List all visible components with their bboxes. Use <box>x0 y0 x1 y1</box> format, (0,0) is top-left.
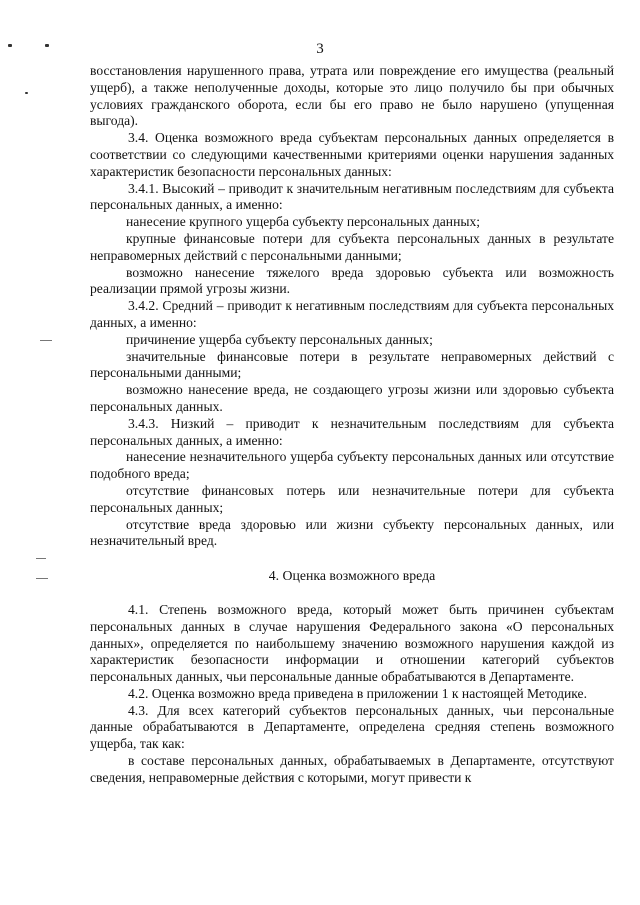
list-item: возможно нанесение вреда, не создающего угрозы жизни или здоровью субъекта персональных данных. <box>90 382 614 414</box>
paragraph: 4.3. Для всех категорий субъектов персональных данных, чьи персональные данные обрабатываются в Департаменте, определена средняя степень возможного ущерба, так как: <box>90 702 614 752</box>
list-item: возможно нанесение тяжелого вреда здоровью субъекта или возможность реализации прямой угрозы жизни. <box>90 264 614 297</box>
scan-mark <box>40 340 52 341</box>
paragraph: 3.4. Оценка возможного вреда субъектам персональных данных определяется в соответствии со следующими качественными критериями оценки нарушения заданных характеристик безопасности персональных данных: <box>90 130 614 179</box>
list-item: отсутствие финансовых потерь или незначительные потери для субъекта персональных данных; <box>90 482 614 515</box>
section-heading: 4. Оценка возможного вреда <box>268 568 436 584</box>
list-item: значительные финансовые потери в результате неправомерных действий с персональными данными; <box>90 348 614 381</box>
list-item: в составе персональных данных, обрабатываемых в Департаменте, отсутствуют сведения, неправомерные действия с которыми, могут привести к <box>90 753 614 785</box>
scan-mark <box>36 578 48 579</box>
list-item: крупные финансовые потери для субъекта персональных данных в результате неправомерных действий с персональными данными; <box>90 230 614 263</box>
paragraph: 3.4.3. Низкий – приводит к незначительным последствиям для субъекта персональных данных, а именно: <box>90 415 614 448</box>
paragraph: восстановления нарушенного права, утрата или повреждение его имущества (реальный ущерб), а также неполученные доходы, которые это лицо получило бы при обычных условиях гражданского оборота, если бы его право не было нарушено (упущенная выгода). <box>90 63 614 129</box>
list-item: отсутствие вреда здоровью или жизни субъекту персональных данных, или незначительный вред. <box>90 516 614 549</box>
list-item: причинение ущерба субъекту персональных данных; <box>126 331 433 347</box>
paragraph: 3.4.1. Высокий – приводит к значительным негативным последствиям для субъекта персональных данных, а именно: <box>90 180 614 213</box>
page-number: 3 <box>316 41 324 57</box>
scan-mark <box>36 558 46 559</box>
list-item: нанесение крупного ущерба субъекту персональных данных; <box>126 214 481 230</box>
paragraph: 4.2. Оценка возможно вреда приведена в приложении 1 к настоящей Методике. <box>128 685 587 701</box>
document-body <box>90 63 614 787</box>
list-item: нанесение незначительного ущерба субъекту персональных данных или отсутствие подобного вреда; <box>90 449 614 482</box>
paragraph: 4.1. Степень возможного вреда, который может быть причинен субъектам персональных данных в случае нарушения Федерального закона «О персональных данных», определяется по наибольшему значению возможного нарушения каждой из характеристик безопасности информации и отношении категорий субъектов персональных данных, чьи персональные данные обрабатываются в Департаменте. <box>90 601 614 685</box>
paragraph: 3.4.2. Средний – приводит к негативным последствиям для субъекта персональных данных, а именно: <box>90 298 614 330</box>
scan-mark <box>25 92 28 94</box>
